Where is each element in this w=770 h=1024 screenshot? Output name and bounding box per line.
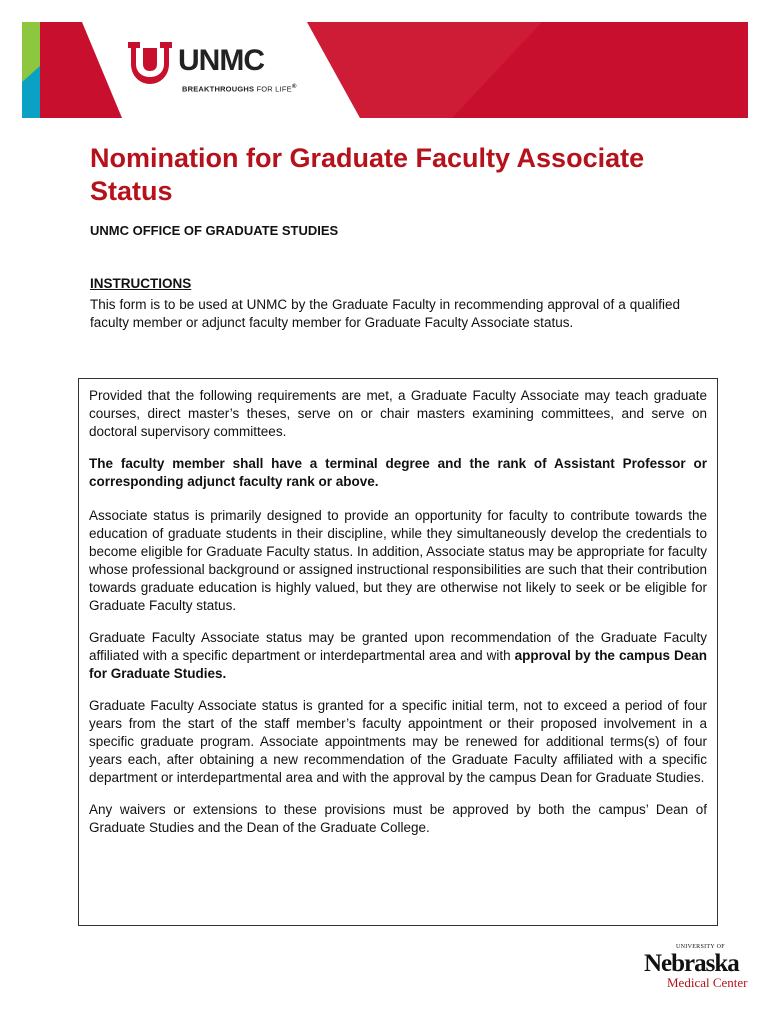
p4-text: Graduate Faculty Associate status may be granted upon recommendation of the Graduate Faculty affiliated with a specific department or interdepartmental area and with [89,630,707,663]
unmc-shield-icon [126,40,174,86]
red-left-panel [40,22,122,118]
tagline-light: FOR LIFE [254,84,292,94]
instructions-body: This form is to be used at UNMC by the Graduate Faculty in recommending approval of a qualified faculty member or adjunct faculty member for Graduate Faculty Associate status. [90,297,680,330]
tagline-mark: ® [291,83,297,90]
requirements-paragraph-6: Any waivers or extensions to these provisions must be approved by both the campus’ Dean of Graduate Studies and the Dean of the Graduate College. [89,802,707,835]
p4-bold-text: approval by the campus Dean for Graduate Studies. [89,648,708,681]
instructions-heading: INSTRUCTIONS [90,276,192,291]
tagline-bold: BREAKTHROUGHS [182,84,255,94]
requirements-degree-rule: The faculty member shall have a terminal degree and the rank of Assistant Professor or corresponding adjunct faculty rank or above. [89,456,707,489]
page-title: Nomination for Graduate Faculty Associate Status [90,143,645,206]
logo-nebraska: Nebraska [644,950,739,977]
logo-wordmark: UNMC [178,44,264,77]
unmc-logo [126,40,306,98]
requirements-box [78,378,718,926]
requirements-paragraph-1: Provided that the following requirements are met, a Graduate Faculty Associate may teach graduate courses, direct master’s theses, serve on or chair masters examining committees, and serve on doctoral supervisory committees. [89,388,707,439]
logo-tagline [182,83,297,94]
office-subtitle: UNMC OFFICE OF GRADUATE STUDIES [90,223,339,238]
requirements-paragraph-4 [89,629,707,683]
logo-university-of: UNIVERSITY OF [676,944,725,950]
nebraska-medical-center-logo [642,944,748,992]
requirements-paragraph-5: Graduate Faculty Associate status is granted for a specific initial term, not to exceed a period of four years from the start of the staff member’s faculty appointment or their proposed involvement in a specific graduate program. Associate appointments may be renewed for additional terms(s) of four years each, after obtaining a new recommendation of the Graduate Faculty affiliated with a specific department or interdepartmental area and with the approval by the campus Dean for Graduate Studies. [89,698,707,785]
logo-medical-center: Medical Center [667,975,748,990]
requirements-paragraph-3: Associate status is primarily designed to provide an opportunity for faculty to contribute towards the education of graduate students in their discipline, while they simultaneously develop the credentials to become eligible for Graduate Faculty status. In addition, Associate status may be appropriate for faculty whose professional background or assigned instructional responsibilities are such that their contribution towards graduate education is highly valued, but they are otherwise not likely to seek or be eligible for Graduate Faculty status. [89,508,707,613]
